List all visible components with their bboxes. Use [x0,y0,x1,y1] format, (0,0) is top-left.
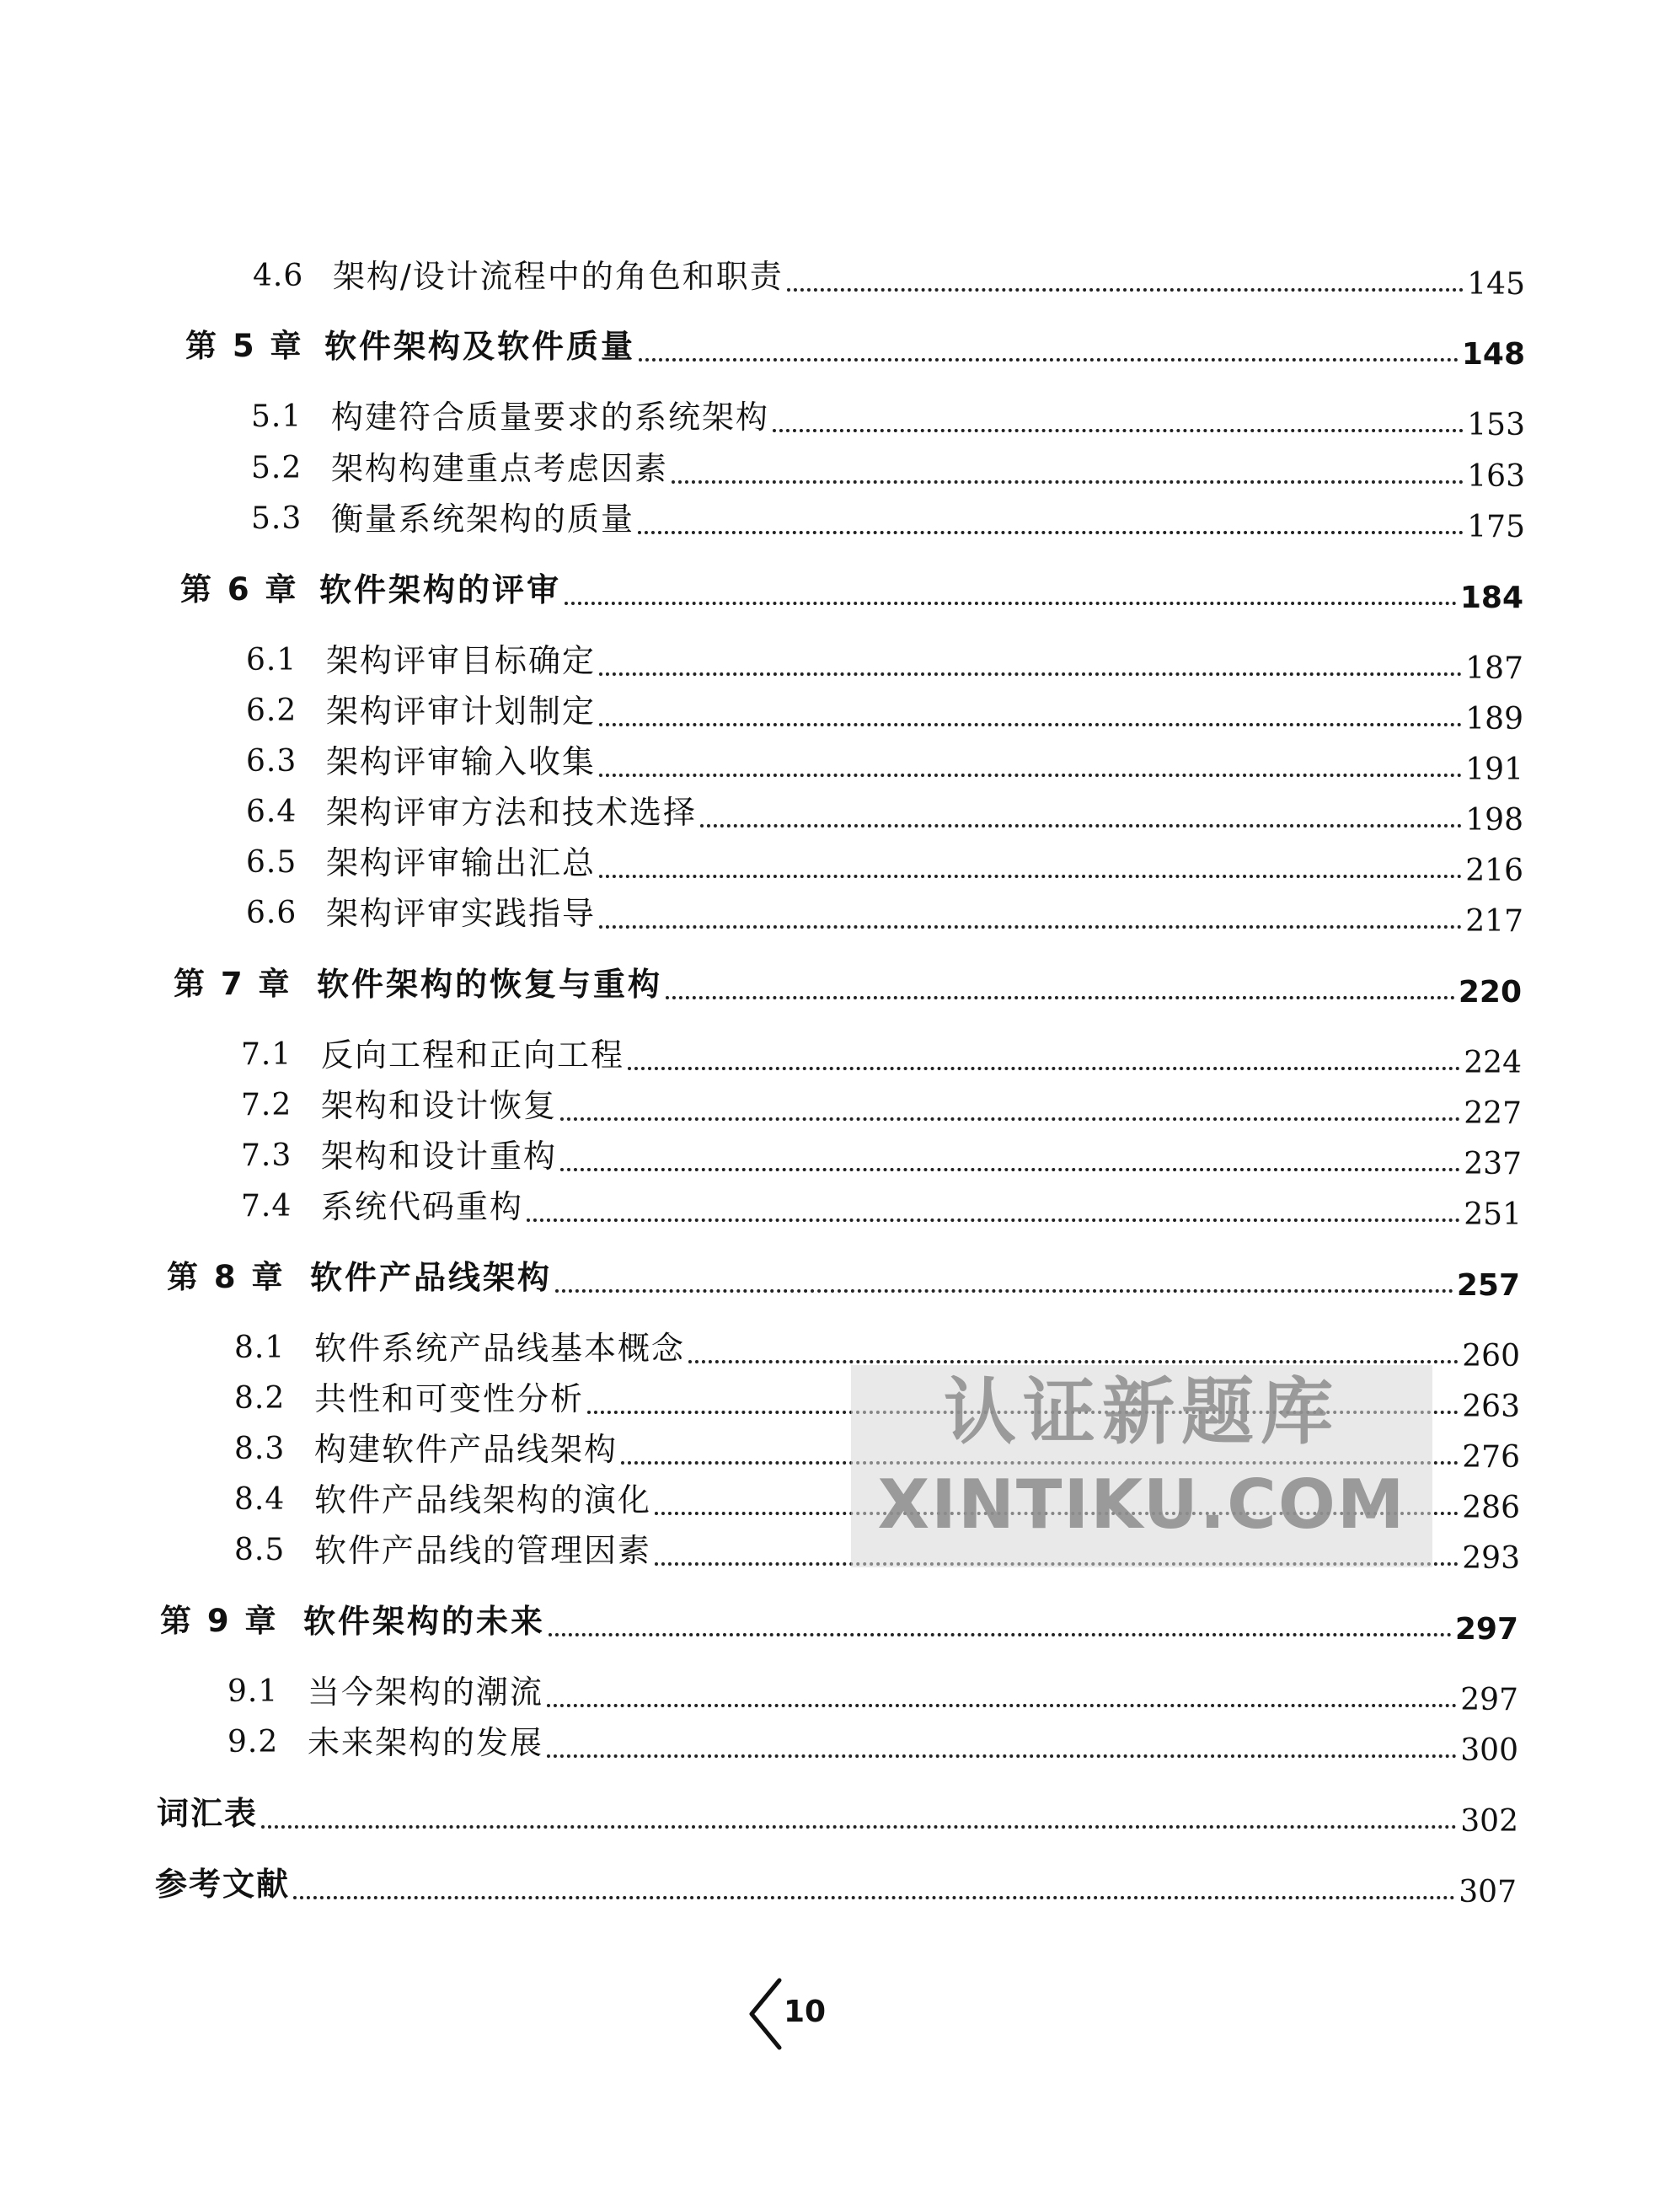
toc-section-title: 当今架构的潮流 [308,1674,544,1711]
toc-entry-8-4[interactable] [234,1476,1520,1524]
toc-section-title: 架构评审目标确定 [326,642,597,679]
toc-section-title: 系统代码重构 [321,1188,524,1225]
toc-entry-7-3[interactable] [241,1133,1522,1180]
toc-page-number: 302 [1460,1804,1518,1839]
watermark-text-url: XINTIKU.COM [877,1465,1406,1544]
toc-dot-leader [688,1360,1459,1363]
toc-dot-leader [599,723,1462,726]
toc-dot-leader [672,480,1464,484]
toc-chapter-number: 第 7 章 [174,966,292,1002]
toc-section-number: 5.2 [251,451,302,485]
toc-chapter-number: 第 8 章 [167,1259,286,1295]
toc-section-title: 衡量系统架构的质量 [331,501,635,538]
toc-dot-leader [527,1218,1460,1222]
toc-entry-6-6[interactable] [246,890,1523,937]
toc-section-title: 未来架构的发展 [308,1724,544,1761]
toc-dot-leader [638,531,1464,534]
toc-entry-6-2[interactable] [246,688,1523,735]
toc-chapter-number: 第 5 章 [185,328,304,364]
toc-page-number: 227 [1464,1096,1522,1131]
toc-entry-glossary[interactable] [157,1790,1518,1837]
toc-page-number: 297 [1460,1683,1518,1717]
toc-page-number: 276 [1462,1440,1520,1475]
toc-entry-6-5[interactable] [246,839,1523,886]
toc-entry-9-2[interactable] [227,1719,1518,1766]
toc-entry-chapter-9[interactable] [160,1598,1518,1645]
toc-dot-leader [261,1825,1457,1829]
toc-dot-leader [599,774,1462,777]
toc-page-number: 297 [1454,1612,1518,1647]
toc-section-number: 7.3 [241,1138,292,1173]
toc-page-number: 163 [1467,459,1525,494]
toc-entry-7-1[interactable] [241,1031,1522,1079]
toc-glossary-title: 词汇表 [157,1795,259,1832]
toc-entry-6-4[interactable] [246,789,1523,836]
toc-entry-8-5[interactable] [234,1527,1520,1574]
toc-section-title: 软件产品线的管理因素 [314,1532,652,1569]
toc-section-title: 架构评审输入收集 [326,743,597,780]
toc-page-number: 198 [1465,803,1523,838]
toc-page-number: 189 [1465,702,1523,736]
page-footer [741,1972,910,2056]
toc-page-number: 184 [1459,581,1523,615]
toc-section-number: 8.2 [234,1381,286,1416]
toc-dot-leader [787,288,1464,292]
toc-page-number: 251 [1464,1197,1522,1232]
toc-dot-leader [666,996,1455,999]
toc-entry-7-2[interactable] [241,1082,1522,1129]
toc-section-number: 8.1 [234,1331,286,1365]
toc-entry-chapter-7[interactable] [174,961,1522,1008]
toc-page-number: 260 [1462,1339,1520,1374]
toc-dot-leader [565,602,1457,605]
toc-entry-4-6[interactable] [253,253,1525,300]
toc-section-number: 6.3 [246,744,297,779]
toc-chapter-title: 软件产品线架构 [310,1259,553,1296]
toc-dot-leader [639,358,1459,362]
toc-section-number: 4.6 [253,259,304,293]
toc-page-number: 175 [1467,510,1525,544]
toc-page-number: 237 [1464,1147,1522,1181]
toc-section-title: 软件系统产品线基本概念 [314,1330,686,1367]
toc-section-number: 6.6 [246,896,297,930]
toc-section-number: 5.3 [251,501,302,536]
toc-page-number: 293 [1462,1541,1520,1576]
toc-section-number: 6.2 [246,694,297,728]
toc-section-number: 6.1 [246,643,297,678]
toc-dot-leader [549,1633,1452,1636]
toc-entry-5-2[interactable] [251,445,1525,492]
toc-section-number: 7.4 [241,1189,292,1224]
toc-dot-leader [293,1896,1455,1899]
toc-page-number: 220 [1458,975,1522,1010]
toc-page-number: 145 [1467,267,1525,302]
toc-dot-leader [599,925,1462,929]
page-number: 10 [784,1995,827,2029]
toc-section-title: 构建符合质量要求的系统架构 [331,399,770,436]
toc-section-title: 架构评审计划制定 [326,693,597,730]
toc-section-number: 6.5 [246,845,297,880]
toc-chapter-title: 软件架构的恢复与重构 [317,966,663,1003]
toc-entry-5-1[interactable] [251,394,1525,441]
toc-section-title: 架构/设计流程中的角色和职责 [333,258,784,295]
toc-entry-chapter-6[interactable] [180,566,1523,613]
toc-entry-references[interactable] [155,1861,1517,1908]
toc-chapter-number: 第 6 章 [180,571,299,608]
toc-section-title: 架构评审实践指导 [326,895,597,932]
toc-section-number: 8.5 [234,1533,286,1567]
toc-section-number: 7.1 [241,1037,292,1072]
toc-entry-chapter-5[interactable] [185,323,1525,370]
toc-dot-leader [560,1117,1460,1121]
toc-section-title: 架构和设计重构 [321,1138,558,1175]
toc-section-title: 反向工程和正向工程 [321,1036,625,1074]
toc-page-number: 191 [1465,753,1523,787]
toc-dot-leader [587,1411,1459,1414]
toc-dot-leader [599,875,1462,878]
toc-dot-leader [628,1067,1460,1070]
toc-entry-6-3[interactable] [246,738,1523,785]
toc-page-number: 148 [1461,337,1525,372]
toc-page-number: 286 [1462,1491,1520,1525]
toc-entry-9-1[interactable] [227,1668,1518,1716]
toc-section-number: 5.1 [251,399,302,434]
toc-page-number: 216 [1465,854,1523,888]
toc-chapter-title: 软件架构的评审 [319,571,562,608]
toc-entry-chapter-8[interactable] [167,1254,1520,1301]
toc-dot-leader [547,1754,1457,1758]
toc-entry-5-3[interactable] [251,495,1525,543]
toc-chapter-title: 软件架构及软件质量 [324,328,636,365]
toc-chapter-number: 第 9 章 [160,1603,279,1639]
toc-section-title: 软件产品线架构的演化 [314,1481,652,1518]
toc-section-number: 7.2 [241,1088,292,1122]
toc-page-number: 257 [1456,1268,1520,1303]
toc-section-number: 6.4 [246,795,297,829]
toc-page-number: 300 [1460,1733,1518,1768]
toc-dot-leader [560,1168,1460,1171]
toc-page-number: 224 [1464,1046,1522,1080]
toc-section-number: 9.2 [227,1725,279,1759]
toc-section-number: 8.4 [234,1482,286,1517]
toc-chapter-title: 软件架构的未来 [303,1603,546,1640]
toc-section-title: 构建软件产品线架构 [314,1431,618,1468]
toc-dot-leader [700,824,1462,827]
toc-section-title: 共性和可变性分析 [314,1380,585,1417]
toc-section-title: 架构评审输出汇总 [326,844,597,881]
toc-dot-leader [547,1704,1457,1707]
watermark-text-chinese: 认证新题库 [944,1370,1340,1454]
toc-section-number: 9.1 [227,1674,279,1709]
toc-entry-7-4[interactable] [241,1183,1522,1230]
toc-page-number: 153 [1467,408,1525,442]
toc-dot-leader [555,1289,1453,1293]
toc-section-number: 8.3 [234,1432,286,1466]
toc-page-number: 217 [1465,904,1523,939]
toc-section-title: 架构构建重点考虑因素 [331,450,669,487]
toc-dot-leader [599,672,1462,676]
toc-entry-6-1[interactable] [246,637,1523,684]
toc-section-title: 架构和设计恢复 [321,1087,558,1124]
toc-section-title: 架构评审方法和技术选择 [326,794,698,831]
toc-entry-8-1[interactable] [234,1325,1520,1372]
toc-dot-leader [773,429,1464,432]
toc-page-number: 263 [1462,1390,1520,1424]
toc-references-title: 参考文献 [155,1866,291,1903]
toc-entry-8-3[interactable] [234,1426,1520,1473]
toc-dot-leader [655,1512,1459,1515]
toc-entry-8-2[interactable] [234,1375,1520,1422]
toc-page-number: 187 [1465,651,1523,686]
toc-dot-leader [655,1562,1459,1566]
toc-page-number: 307 [1459,1875,1517,1909]
toc-dot-leader [621,1461,1459,1465]
